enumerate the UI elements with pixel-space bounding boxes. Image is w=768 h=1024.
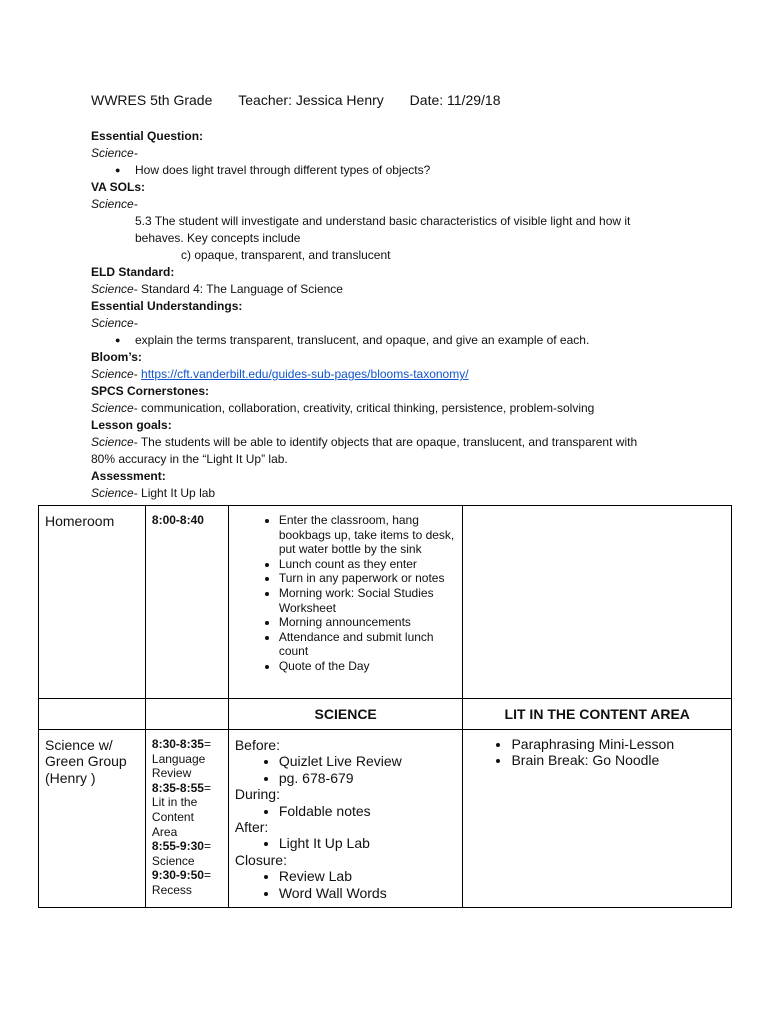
lesson-details xyxy=(91,128,691,502)
list-item: • Turn in any paperwork or notes xyxy=(279,571,457,586)
eld-label: ELD Standard: xyxy=(91,265,175,279)
closure-label: Closure: xyxy=(234,851,287,868)
eld-text: Science- Standard 4: The Language of Science xyxy=(91,282,343,296)
va-sols-subject: Science- xyxy=(91,197,138,211)
during-label: During: xyxy=(234,786,280,803)
lesson-date: Date: 11/29/18 xyxy=(409,92,501,108)
blooms-label: Bloom’s: xyxy=(91,350,142,364)
list-item: • Quote of the Day xyxy=(279,659,457,674)
list-item: • pg. 678-679 xyxy=(279,770,457,786)
list-item: • Attendance and submit lunch count xyxy=(279,630,457,659)
table-row xyxy=(39,699,732,730)
blooms-text: Science- https://cft.vanderbilt.edu/guides-sub-pages/blooms-taxonomy/ xyxy=(91,367,469,381)
spcs-label: SPCS Cornerstones: xyxy=(91,384,210,398)
essential-question-label: Essential Question: xyxy=(91,129,204,143)
list-item: • Light It Up Lab xyxy=(279,835,457,851)
after-label: After: xyxy=(234,819,269,836)
understandings-label: Essential Understandings: xyxy=(91,299,243,313)
homeroom-time: 8:00-8:40 xyxy=(145,506,228,699)
header-empty-cell xyxy=(145,699,228,730)
header-empty-cell xyxy=(39,699,146,730)
va-sols-label: VA SOLs: xyxy=(91,180,146,194)
list-item: • Quizlet Live Review xyxy=(279,753,457,769)
va-sols-line1: 5.3 The student will investigate and understand basic characteristics of visible light and how it xyxy=(135,214,631,228)
homeroom-name: Homeroom xyxy=(39,506,146,699)
page-header xyxy=(91,92,500,108)
homeroom-empty-cell xyxy=(463,506,732,699)
essential-question-bullet: ● How does light travel through different types of objects? xyxy=(91,162,691,179)
school-grade: WWRES 5th Grade xyxy=(91,92,213,108)
list-item: • Foldable notes xyxy=(279,803,457,819)
list-item: • Word Wall Words xyxy=(279,885,457,901)
understandings-bullet: ● explain the terms transparent, translucent, and opaque, and give an example of each. xyxy=(91,332,691,349)
essential-question-subject: Science- xyxy=(91,146,138,160)
homeroom-activities xyxy=(228,506,463,699)
table-row xyxy=(39,506,732,699)
spcs-text: Science- communication, collaboration, creativity, critical thinking, persistence, problem-solving xyxy=(91,401,595,415)
lit-header: LIT IN THE CONTENT AREA xyxy=(463,699,732,730)
goals-line2: 80% accuracy in the “Light It Up” lab. xyxy=(91,452,288,466)
understandings-subject: Science- xyxy=(91,316,138,330)
list-item: • Enter the classroom, hang bookbags up, take items to desk, put water bottle by the sink xyxy=(279,513,457,557)
list-item: • Morning work: Social Studies Worksheet xyxy=(279,586,457,615)
list-item: • Review Lab xyxy=(279,868,457,884)
list-item: • Lunch count as they enter xyxy=(279,557,457,572)
science-header: SCIENCE xyxy=(228,699,463,730)
before-label: Before: xyxy=(234,737,280,753)
list-item: • Brain Break: Go Noodle xyxy=(511,753,725,769)
goals-line1: Science- The students will be able to identify objects that are opaque, translucent, and transparent with xyxy=(91,435,638,449)
assessment-text: Science- Light It Up lab xyxy=(91,486,216,500)
schedule-table xyxy=(38,505,732,908)
science-plan xyxy=(228,730,463,908)
goals-label: Lesson goals: xyxy=(91,418,172,432)
list-item: • Morning announcements xyxy=(279,615,457,630)
list-item: • Paraphrasing Mini-Lesson xyxy=(511,737,725,753)
teacher-name: Teacher: Jessica Henry xyxy=(238,92,384,108)
science-group-name: Science w/ Green Group (Henry ) xyxy=(39,730,146,908)
va-sols-line2: behaves. Key concepts include xyxy=(135,231,301,245)
science-times: 8:30-8:35= Language Review 8:35-8:55= Lit in the Content Area 8:55-9:30= Science 9:30-9:50= Recess xyxy=(145,730,228,908)
va-sols-line3: c) opaque, transparent, and translucent xyxy=(181,248,391,262)
lit-plan xyxy=(463,730,732,908)
assessment-label: Assessment: xyxy=(91,469,166,483)
blooms-link[interactable]: https://cft.vanderbilt.edu/guides-sub-pages/blooms-taxonomy/ xyxy=(141,367,469,381)
table-row xyxy=(39,730,732,908)
